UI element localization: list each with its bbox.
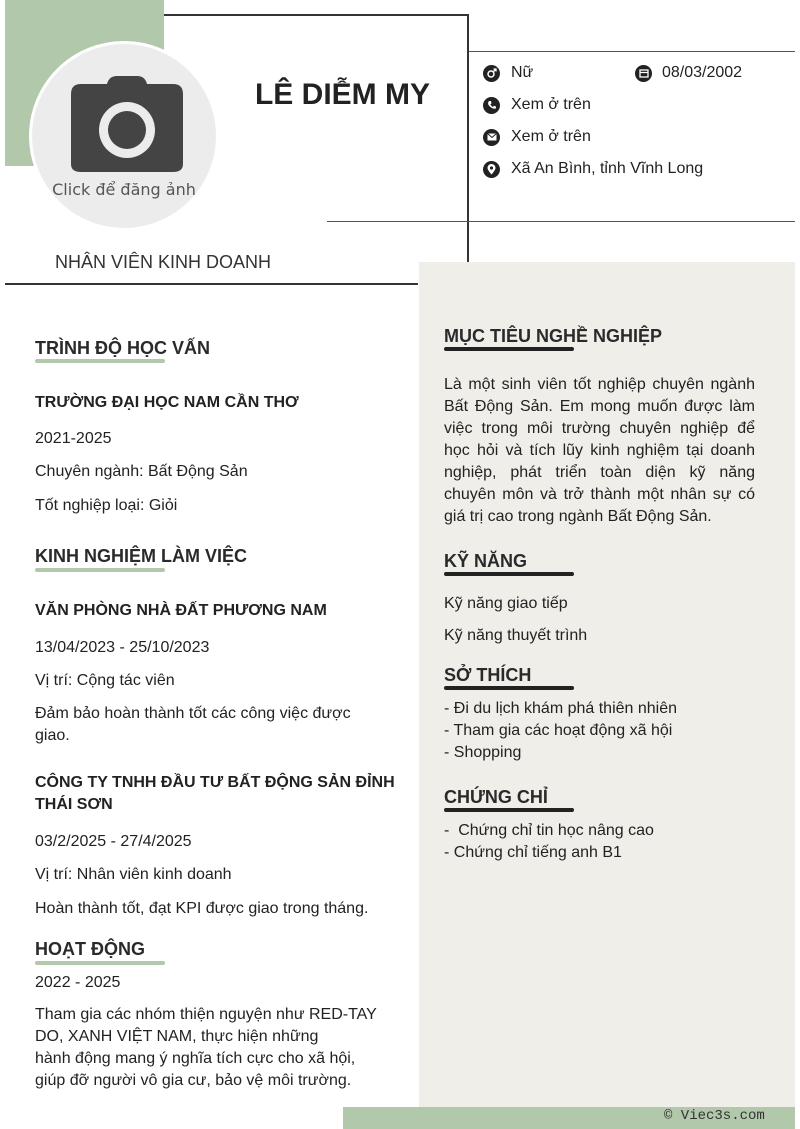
activities-line: hành động mang ý nghĩa tích cực cho xã hội, bbox=[35, 1050, 356, 1067]
objective-line: nghiệp, phát triển toàn diện kỹ năng bbox=[444, 464, 755, 481]
skills-heading-underline bbox=[444, 572, 574, 576]
candidate-name: LÊ DIỄM MY bbox=[254, 78, 430, 111]
gender-value: Nữ bbox=[511, 64, 534, 81]
school-name: TRƯỜNG ĐẠI HỌC NAM CẦN THƠ bbox=[35, 394, 299, 411]
hobbies-heading: SỞ THÍCH bbox=[444, 665, 532, 685]
objective-heading-underline bbox=[444, 347, 574, 351]
email-value: Xem ở trên bbox=[511, 128, 591, 145]
skill-item: Kỹ năng giao tiếp bbox=[444, 595, 568, 612]
objective-line: Bất Động Sản. Em mong muốn được làm bbox=[444, 398, 755, 415]
activities-heading: HOẠT ĐỘNG bbox=[35, 939, 145, 959]
certificate-item: - Chứng chỉ tin học nâng cao bbox=[444, 822, 654, 839]
phone-icon bbox=[483, 97, 500, 114]
contact-address bbox=[483, 160, 703, 178]
job-1-position: Vị trí: Cộng tác viên bbox=[35, 672, 175, 689]
photo-caption: Click để đăng ảnh bbox=[52, 180, 196, 199]
job-2-desc: Hoàn thành tốt, đạt KPI được giao trong tháng. bbox=[35, 900, 369, 917]
contact-gender bbox=[483, 64, 533, 82]
activities-line: Tham gia các nhóm thiện nguyện như RED-TAY bbox=[35, 1006, 377, 1023]
activities-period: 2022 - 2025 bbox=[35, 974, 121, 991]
hobby-item: - Shopping bbox=[444, 744, 522, 761]
contact-birthday bbox=[635, 64, 742, 82]
job-1-period: 13/04/2023 - 25/10/2023 bbox=[35, 639, 210, 656]
location-pin-icon bbox=[483, 161, 500, 178]
phone-value: Xem ở trên bbox=[511, 96, 591, 113]
address-value: Xã An Bình, tỉnh Vĩnh Long bbox=[511, 160, 704, 177]
certificates-heading: CHỨNG CHỈ bbox=[444, 787, 548, 807]
frame-top-line bbox=[164, 14, 468, 16]
job-1-desc-line: giao. bbox=[35, 727, 70, 744]
footer-credit: © Viec3s.com bbox=[664, 1108, 765, 1124]
job-2-period: 03/2/2025 - 27/4/2025 bbox=[35, 833, 192, 850]
job-title: NHÂN VIÊN KINH DOANH bbox=[55, 252, 272, 272]
birthday-value: 08/03/2002 bbox=[662, 64, 743, 81]
skills-heading: KỸ NĂNG bbox=[444, 551, 528, 571]
hobbies-heading-underline bbox=[444, 686, 574, 690]
objective-line: Là một sinh viên tốt nghiệp chuyên ngành bbox=[444, 376, 755, 393]
certificate-item: - Chứng chỉ tiếng anh B1 bbox=[444, 844, 622, 861]
hobby-item: - Đi du lịch khám phá thiên nhiên bbox=[444, 700, 678, 717]
education-grade: Tốt nghiệp loại: Giỏi bbox=[35, 497, 178, 514]
objective-line: học hỏi và tích lũy kinh nghiệm tại doanh bbox=[444, 442, 755, 459]
education-heading: TRÌNH ĐỘ HỌC VẤN bbox=[35, 338, 210, 358]
contact-bottom-line bbox=[327, 221, 795, 222]
contact-top-line bbox=[469, 51, 795, 52]
activities-line: giúp đỡ người vô gia cư, bảo vệ môi trường. bbox=[35, 1072, 352, 1089]
education-period: 2021-2025 bbox=[35, 430, 112, 447]
envelope-icon bbox=[483, 129, 500, 146]
certificates-heading-underline bbox=[444, 808, 574, 812]
contact-phone bbox=[483, 96, 591, 114]
header-bottom-line bbox=[5, 283, 418, 285]
objective-line: chuyên môn và trở thành một nhân sự có bbox=[444, 486, 755, 503]
contact-email bbox=[483, 128, 591, 146]
skill-item: Kỹ năng thuyết trình bbox=[444, 627, 588, 644]
objective-line: việc trong môi trường chuyên nghiệp để bbox=[444, 420, 755, 437]
job-2-company-line: CÔNG TY TNHH ĐẦU TƯ BẤT ĐỘNG SẢN ĐỈNH bbox=[35, 774, 395, 791]
activities-heading-underline bbox=[35, 961, 165, 965]
education-major: Chuyên ngành: Bất Động Sản bbox=[35, 463, 248, 480]
photo-upload[interactable] bbox=[29, 41, 219, 231]
hobby-item: - Tham gia các hoạt động xã hội bbox=[444, 722, 673, 739]
experience-heading: KINH NGHIỆM LÀM VIỆC bbox=[35, 546, 248, 566]
objective-line: giá trị cao trong ngành Bất Động Sản. bbox=[444, 508, 712, 525]
experience-heading-underline bbox=[35, 568, 165, 572]
calendar-icon bbox=[635, 65, 652, 82]
objective-heading: MỤC TIÊU NGHỀ NGHIỆP bbox=[444, 326, 663, 346]
camera-icon bbox=[69, 74, 185, 174]
job-2-company-line: THÁI SƠN bbox=[35, 796, 113, 813]
job-2-position: Vị trí: Nhân viên kinh doanh bbox=[35, 866, 232, 883]
gender-icon bbox=[483, 65, 500, 82]
objective-text bbox=[444, 374, 755, 528]
education-heading-underline bbox=[35, 359, 165, 363]
activities-line: DO, XANH VIỆT NAM, thực hiện những bbox=[35, 1028, 319, 1045]
job-1-desc-line: Đảm bảo hoàn thành tốt các công việc được bbox=[35, 705, 351, 722]
job-1-company: VĂN PHÒNG NHÀ ĐẤT PHƯƠNG NAM bbox=[35, 602, 327, 619]
